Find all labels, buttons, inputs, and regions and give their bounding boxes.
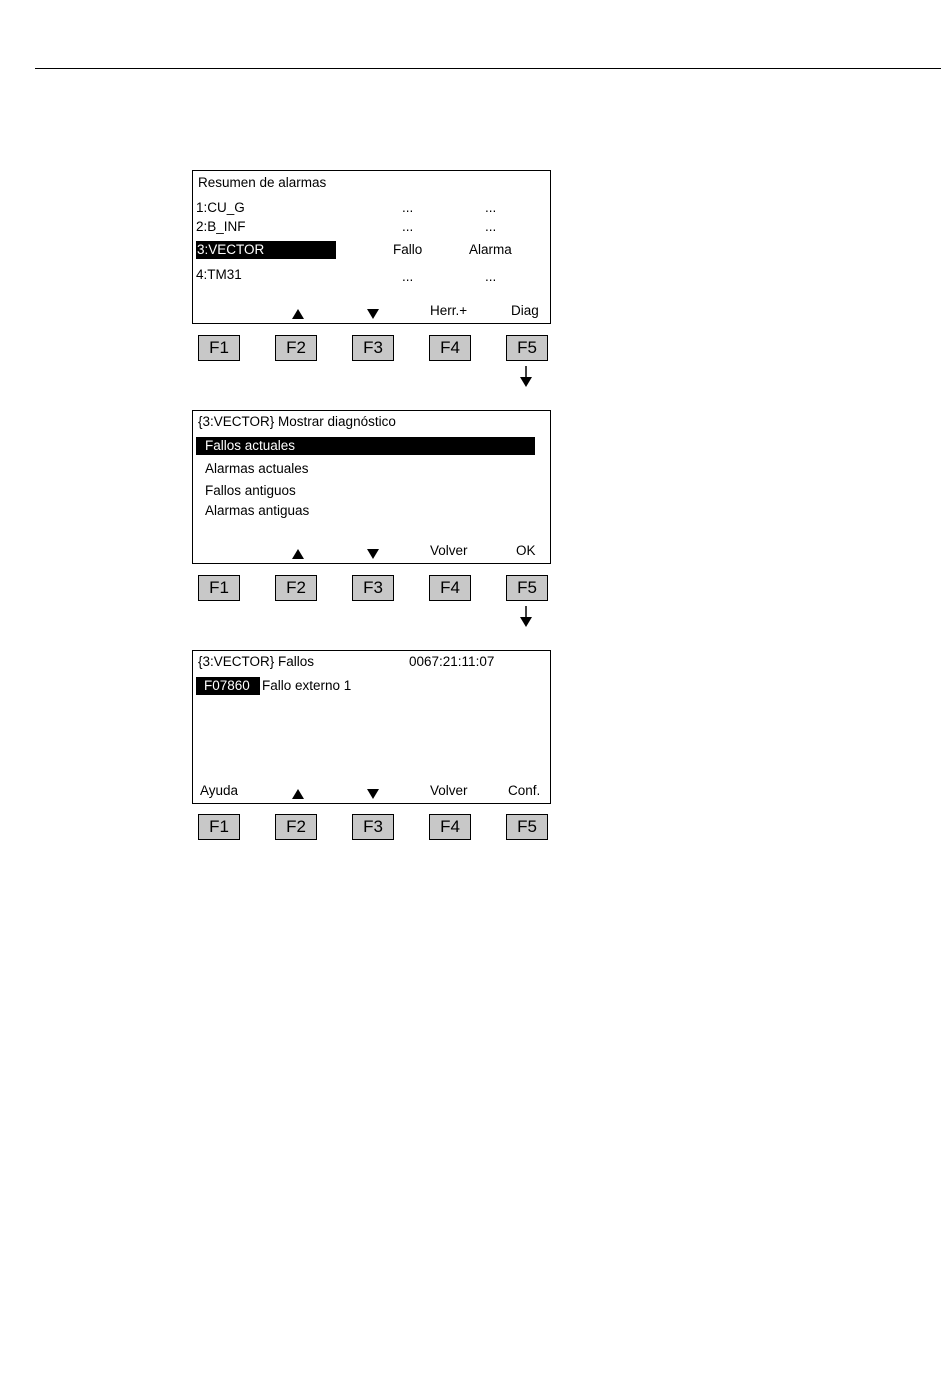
f5-key[interactable]: F5	[506, 814, 548, 840]
operating-time: 0067:21:11:07	[409, 654, 495, 669]
row-name[interactable]: 4:TM31	[196, 267, 242, 282]
header-rule	[35, 68, 941, 69]
softkey-label-f5: OK	[516, 543, 536, 558]
f5-key[interactable]: F5	[506, 575, 548, 601]
f2-key[interactable]: F2	[275, 814, 317, 840]
down-arrow-icon	[520, 366, 532, 388]
softkey-label-f4: Volver	[430, 543, 468, 558]
f3-key[interactable]: F3	[352, 575, 394, 601]
menu-item[interactable]: Alarmas actuales	[205, 461, 309, 476]
menu-item-selected[interactable]: Fallos actuales	[196, 437, 535, 455]
row-name[interactable]: 1:CU_G	[196, 200, 245, 215]
row-alarm-status: ...	[485, 219, 497, 234]
screen-title: Resumen de alarmas	[198, 175, 327, 190]
f1-key[interactable]: F1	[198, 814, 240, 840]
row-fault-status: Fallo	[393, 242, 423, 257]
softkey-label-f1: Ayuda	[200, 783, 239, 798]
diagnostics-menu-screen	[192, 410, 551, 564]
row-fault-status: ...	[402, 200, 414, 215]
softkey-label-f4: Volver	[430, 783, 468, 798]
row-fault-status: ...	[402, 269, 414, 284]
row-name-selected[interactable]: 3:VECTOR	[196, 241, 336, 259]
f1-key[interactable]: F1	[198, 575, 240, 601]
f1-key[interactable]: F1	[198, 335, 240, 361]
f2-key[interactable]: F2	[275, 575, 317, 601]
down-triangle-icon	[367, 309, 379, 319]
row-alarm-status: ...	[485, 200, 497, 215]
softkey-label-f5: Conf.	[508, 783, 541, 798]
f4-key[interactable]: F4	[429, 335, 471, 361]
softkey-label-f4: Herr.+	[430, 303, 468, 318]
f3-key[interactable]: F3	[352, 335, 394, 361]
menu-item[interactable]: Fallos antiguos	[205, 483, 296, 498]
row-alarm-status: ...	[485, 269, 497, 284]
row-name[interactable]: 2:B_INF	[196, 219, 246, 234]
up-triangle-icon	[292, 549, 304, 559]
menu-item[interactable]: Alarmas antiguas	[205, 503, 310, 518]
fault-text: Fallo externo 1	[262, 678, 352, 693]
screen-title: {3:VECTOR} Mostrar diagnóstico	[198, 414, 396, 429]
alarm-overview-screen	[192, 170, 551, 324]
f5-key[interactable]: F5	[506, 335, 548, 361]
row-fault-status: ...	[402, 219, 414, 234]
f3-key[interactable]: F3	[352, 814, 394, 840]
faults-screen	[192, 650, 551, 804]
softkey-label-f5: Diag	[511, 303, 539, 318]
f2-key[interactable]: F2	[275, 335, 317, 361]
f4-key[interactable]: F4	[429, 814, 471, 840]
down-arrow-icon	[520, 606, 532, 628]
f4-key[interactable]: F4	[429, 575, 471, 601]
down-triangle-icon	[367, 549, 379, 559]
fault-code-selected[interactable]: F07860	[196, 677, 260, 695]
up-triangle-icon	[292, 309, 304, 319]
screen-title: {3:VECTOR} Fallos	[198, 654, 315, 669]
up-triangle-icon	[292, 789, 304, 799]
row-alarm-status: Alarma	[469, 242, 512, 257]
down-triangle-icon	[367, 789, 379, 799]
